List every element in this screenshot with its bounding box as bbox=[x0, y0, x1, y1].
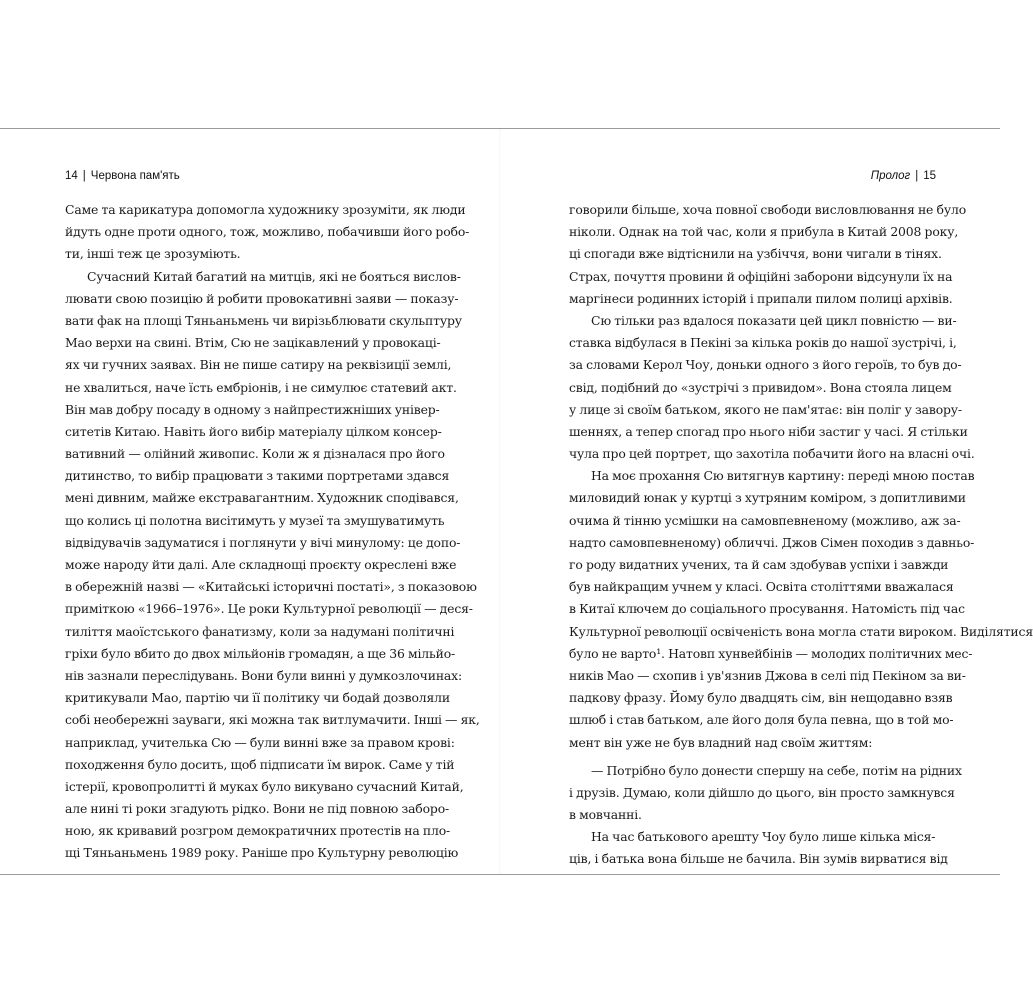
text-line: але нині ті роки згадують рідко. Вони не під повною заборо- bbox=[65, 801, 450, 817]
text-line: у лице зі своїм батьком, якого не пам'ятає: він поліг у завору- bbox=[569, 401, 962, 417]
right-running-head bbox=[871, 169, 936, 183]
text-line: шеннях, а тепер спогад про нього ніби застиг у часі. Я стільки bbox=[569, 423, 968, 439]
text-line: Страх, почуття провини й офіційні заборони відсунули їх на bbox=[569, 268, 953, 284]
text-line: ців, і батька вона більше не бачила. Він зумів вирватися від bbox=[569, 851, 948, 867]
text-line: го роду видатних учених, та й сам здобував успіхи і завжди bbox=[569, 557, 949, 572]
header-separator: | bbox=[82, 170, 86, 182]
text-line: ніколи. Однак на той час, коли я прибула в Китай 2008 року, bbox=[569, 224, 959, 240]
text-line: Він мав добру посаду в одному з найпрестижніших універ- bbox=[65, 401, 440, 417]
text-line: мені дивним, майже екстравагантним. Художник сподівався, bbox=[65, 490, 459, 506]
text-line: було не варто¹. Натовп хунвейбінів — молодих політичних мес- bbox=[569, 645, 973, 661]
text-line: миловидий юнак у куртці з хутряним коміром, з допитливими bbox=[569, 490, 966, 506]
text-line: маргінеси родинних історій і припали пилом полиці архівів. bbox=[569, 290, 953, 306]
text-line: чула про цей портрет, що захотіла побачити його на власні очі. bbox=[569, 446, 975, 462]
text-line: може народу йти далі. Але складнощі проєкту окреслені вже bbox=[65, 557, 457, 572]
text-line: говорили більше, хоча повної свободи висловлювання не було bbox=[569, 202, 966, 217]
text-line: йдуть одне проти одного, тож, можливо, побачивши його робо- bbox=[65, 224, 470, 240]
text-line: ситетів Китаю. Навіть його вибір матеріалу цілком консер- bbox=[65, 423, 442, 439]
text-line: відвідувачів задуматися і поглянути у вічі минулому: це допо- bbox=[65, 534, 461, 550]
text-line: дитинство, то вибір працювати з такими портретами здався bbox=[65, 468, 450, 484]
text-line: ставка відбулася в Пекіні за кілька років до нашої зустрічі, і, bbox=[569, 335, 957, 351]
book-spread bbox=[0, 128, 1033, 875]
text-line: щі Тяньаньмень 1989 року. Раніше про Культурну революцію bbox=[65, 845, 459, 861]
text-line: ників Мао — схопив і ув'язнив Джова в селі під Пекіном за ви- bbox=[569, 667, 966, 683]
text-line: очима й тінню усмішки на самовпевненому (можливо, аж за- bbox=[569, 512, 961, 528]
text-line: що колись ці полотна висітимуть у музеї та змушуватимуть bbox=[65, 512, 445, 528]
text-line: мент він уже не був владний над своїм життям: bbox=[569, 734, 873, 750]
header-separator: | bbox=[915, 170, 919, 182]
left-page-body bbox=[65, 199, 480, 865]
text-line: Сю тільки раз вдалося показати цей цикл повністю — ви- bbox=[591, 312, 957, 328]
book-gutter bbox=[499, 129, 501, 874]
left-running-head bbox=[65, 169, 180, 183]
text-line: На час батькового арешту Чоу було лише кілька міся- bbox=[591, 829, 936, 845]
text-line: гріхи було вбито до двох мільйонів громадян, а ще 36 мільйо- bbox=[65, 645, 456, 661]
text-line: був найкращим учнем у класі. Освіта століттями вважалася bbox=[569, 579, 954, 595]
text-line: не хвалиться, наче їсть ембріонів, і не симулює статевий акт. bbox=[65, 379, 457, 395]
text-line: тиліття маоїстського фанатизму, коли за надумані політичні bbox=[65, 623, 455, 639]
text-line: На моє прохання Сю витягнув картину: переді мною постав bbox=[591, 468, 975, 484]
text-line: приміткою «1966–1976». Це роки Культурної революції — деся- bbox=[65, 601, 473, 617]
text-line: Мао верхи на свині. Втім, Сю не зацікавлений у провокаці- bbox=[65, 335, 441, 351]
right-page-number: 15 bbox=[923, 170, 936, 182]
text-line: свід, подібний до «зустрічі з привидом». Вона стояла лицем bbox=[569, 379, 952, 395]
text-line: в Китаї ключем до соціального просування. Натомість під час bbox=[569, 601, 965, 617]
text-line: собі необережні зауваги, які можна так витлумачити. Інші — як, bbox=[65, 712, 480, 728]
text-line: походження було досить, щоб підписати їм вирок. Саме у тій bbox=[65, 756, 455, 772]
text-line: вати фак на площі Тяньаньмень чи вирізьблювати скульптуру bbox=[65, 312, 462, 328]
right-page-body bbox=[569, 199, 1033, 871]
text-line: Саме та карикатура допомогла художнику зрозуміти, як люди bbox=[65, 202, 466, 217]
text-line: наприклад, учителька Сю — були винні вже за правом крові: bbox=[65, 734, 455, 750]
text-line: критикували Мао, партію чи її політику чи бодай дозволяли bbox=[65, 690, 451, 706]
left-page-number: 14 bbox=[65, 170, 78, 182]
text-line: ці спогади вже відтіснили на узбіччя, вони чигали в тінях. bbox=[569, 246, 942, 262]
left-running-title: Червона пам'ять bbox=[90, 170, 180, 182]
text-line: в мовчанні. bbox=[569, 807, 642, 823]
text-line: і друзів. Думаю, коли дійшло до цього, він просто замкнувся bbox=[569, 784, 955, 800]
text-line: в обережній назві — «Китайські історичні постаті», з показовою bbox=[65, 579, 477, 595]
text-line: ти, інші теж це зрозуміють. bbox=[65, 246, 241, 262]
text-line: падкову фразу. Йому було двадцять сім, він нещодавно взяв bbox=[569, 690, 953, 706]
text-line: — Потрібно було донести спершу на себе, потім на рідних bbox=[591, 762, 962, 778]
text-line: ною, як кривавий розгром демократичних протестів на пло- bbox=[65, 823, 451, 839]
text-line: шлюб і став батьком, але його доля була певна, що в той мо- bbox=[569, 712, 954, 728]
text-line: Культурної революції освіченість вона могла стати вироком. Виділятися bbox=[569, 623, 1033, 639]
text-line: вативний — олійний живопис. Коли ж я дізналася про його bbox=[65, 446, 445, 462]
text-line: надто самовпевненому) обличчі. Джов Сімен походив з давньо- bbox=[569, 534, 975, 550]
text-line: за словами Керол Чоу, доньки одного з його героїв, то був до- bbox=[569, 357, 962, 373]
text-line: ях чи гучних заявах. Він не пише сатиру на реквізиції землі, bbox=[65, 357, 452, 373]
text-line: істерії, кровопролитті й муках було викувано сучасний Китай, bbox=[65, 778, 464, 794]
text-line: Сучасний Китай багатий на митців, які не бояться вислов- bbox=[87, 268, 461, 284]
text-line: нів зазнали переслідувань. Вони були винні у думкозлочинах: bbox=[65, 667, 463, 683]
right-running-title: Пролог bbox=[870, 170, 911, 182]
text-line: лювати свою позицію й робити провокативні заяви — показу- bbox=[65, 290, 459, 306]
